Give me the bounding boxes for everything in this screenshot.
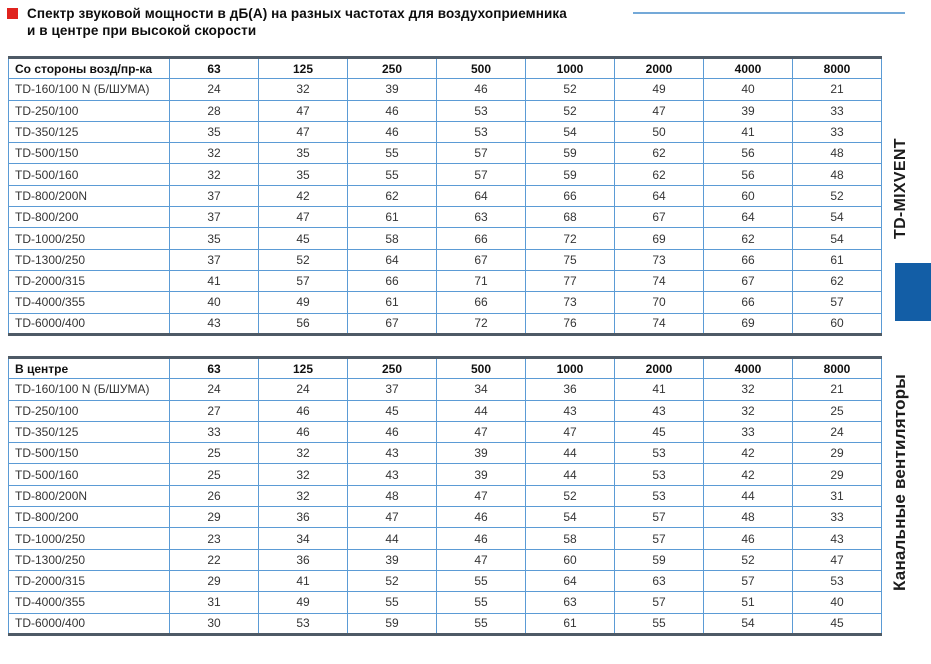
value-cell: 64 xyxy=(437,185,526,206)
frequency-column-header: 8000 xyxy=(793,58,882,79)
sidebar-category-label: Канальные вентиляторы xyxy=(890,373,909,591)
value-cell: 31 xyxy=(793,485,882,506)
frequency-column-header: 1000 xyxy=(526,358,615,379)
value-cell: 31 xyxy=(170,592,259,613)
value-cell: 71 xyxy=(437,270,526,291)
value-cell: 25 xyxy=(793,400,882,421)
value-cell: 48 xyxy=(793,164,882,185)
value-cell: 52 xyxy=(526,79,615,100)
value-cell: 43 xyxy=(615,400,704,421)
value-cell: 57 xyxy=(259,270,348,291)
value-cell: 24 xyxy=(259,379,348,400)
value-cell: 55 xyxy=(437,592,526,613)
value-cell: 29 xyxy=(793,464,882,485)
value-cell: 49 xyxy=(259,292,348,313)
value-cell: 66 xyxy=(437,292,526,313)
value-cell: 25 xyxy=(170,443,259,464)
value-cell: 33 xyxy=(793,100,882,121)
value-cell: 46 xyxy=(704,528,793,549)
value-cell: 35 xyxy=(259,143,348,164)
value-cell: 42 xyxy=(704,443,793,464)
value-cell: 44 xyxy=(526,443,615,464)
table-row xyxy=(9,185,882,206)
table-row xyxy=(9,249,882,270)
value-cell: 30 xyxy=(170,613,259,634)
value-cell: 35 xyxy=(170,228,259,249)
value-cell: 69 xyxy=(615,228,704,249)
value-cell: 43 xyxy=(348,464,437,485)
value-cell: 57 xyxy=(437,164,526,185)
value-cell: 58 xyxy=(348,228,437,249)
table-row xyxy=(9,207,882,228)
value-cell: 22 xyxy=(170,549,259,570)
value-cell: 49 xyxy=(259,592,348,613)
model-name-cell: TD-250/100 xyxy=(9,100,170,121)
table-row xyxy=(9,485,882,506)
model-name-cell: TD-800/200 xyxy=(9,507,170,528)
value-cell: 44 xyxy=(437,400,526,421)
value-cell: 54 xyxy=(526,507,615,528)
value-cell: 66 xyxy=(526,185,615,206)
table-row xyxy=(9,143,882,164)
value-cell: 64 xyxy=(615,185,704,206)
value-cell: 55 xyxy=(348,164,437,185)
table-row xyxy=(9,613,882,634)
model-name-cell: TD-800/200N xyxy=(9,185,170,206)
model-name-cell: TD-6000/400 xyxy=(9,613,170,634)
value-cell: 70 xyxy=(615,292,704,313)
value-cell: 62 xyxy=(704,228,793,249)
value-cell: 33 xyxy=(170,421,259,442)
frequency-column-header: 4000 xyxy=(704,358,793,379)
value-cell: 29 xyxy=(170,570,259,591)
value-cell: 73 xyxy=(526,292,615,313)
value-cell: 64 xyxy=(348,249,437,270)
model-name-cell: TD-1000/250 xyxy=(9,228,170,249)
frequency-column-header: 500 xyxy=(437,58,526,79)
model-name-cell: TD-350/125 xyxy=(9,421,170,442)
value-cell: 59 xyxy=(615,549,704,570)
section-bullet-icon xyxy=(7,8,18,19)
frequency-column-header: 500 xyxy=(437,358,526,379)
value-cell: 50 xyxy=(615,121,704,142)
value-cell: 46 xyxy=(437,528,526,549)
value-cell: 25 xyxy=(170,464,259,485)
frequency-column-header: 250 xyxy=(348,358,437,379)
value-cell: 42 xyxy=(259,185,348,206)
value-cell: 35 xyxy=(170,121,259,142)
value-cell: 39 xyxy=(437,443,526,464)
value-cell: 33 xyxy=(704,421,793,442)
value-cell: 32 xyxy=(704,400,793,421)
model-name-cell: TD-500/160 xyxy=(9,164,170,185)
value-cell: 74 xyxy=(615,313,704,334)
value-cell: 55 xyxy=(437,570,526,591)
sound-power-table-center xyxy=(8,356,882,636)
value-cell: 52 xyxy=(526,100,615,121)
value-cell: 37 xyxy=(170,249,259,270)
page-title-line2: и в центре при высокой скорости xyxy=(27,23,257,38)
header-row xyxy=(9,358,882,379)
model-name-cell: TD-160/100 N (Б/ШУМА) xyxy=(9,79,170,100)
section-title-block xyxy=(7,5,567,39)
value-cell: 63 xyxy=(526,592,615,613)
value-cell: 46 xyxy=(437,79,526,100)
value-cell: 67 xyxy=(437,249,526,270)
value-cell: 34 xyxy=(437,379,526,400)
value-cell: 49 xyxy=(615,79,704,100)
value-cell: 26 xyxy=(170,485,259,506)
value-cell: 67 xyxy=(615,207,704,228)
frequency-column-header: 125 xyxy=(259,58,348,79)
value-cell: 46 xyxy=(348,421,437,442)
value-cell: 39 xyxy=(437,464,526,485)
value-cell: 37 xyxy=(348,379,437,400)
table-row xyxy=(9,164,882,185)
value-cell: 67 xyxy=(348,313,437,334)
frequency-column-header: 250 xyxy=(348,58,437,79)
value-cell: 23 xyxy=(170,528,259,549)
value-cell: 29 xyxy=(793,443,882,464)
value-cell: 46 xyxy=(259,421,348,442)
model-name-cell: TD-160/100 N (Б/ШУМА) xyxy=(9,379,170,400)
value-cell: 24 xyxy=(170,79,259,100)
table-row xyxy=(9,549,882,570)
value-cell: 76 xyxy=(526,313,615,334)
value-cell: 40 xyxy=(793,592,882,613)
value-cell: 56 xyxy=(704,143,793,164)
value-cell: 72 xyxy=(526,228,615,249)
value-cell: 45 xyxy=(793,613,882,634)
table-title-cell: В центре xyxy=(9,358,170,379)
value-cell: 44 xyxy=(348,528,437,549)
value-cell: 37 xyxy=(170,185,259,206)
sound-power-table-inlet-side xyxy=(8,56,882,336)
value-cell: 32 xyxy=(259,464,348,485)
value-cell: 67 xyxy=(704,270,793,291)
model-name-cell: TD-500/150 xyxy=(9,143,170,164)
frequency-column-header: 4000 xyxy=(704,58,793,79)
value-cell: 36 xyxy=(259,507,348,528)
value-cell: 47 xyxy=(437,421,526,442)
value-cell: 60 xyxy=(526,549,615,570)
value-cell: 77 xyxy=(526,270,615,291)
value-cell: 57 xyxy=(615,507,704,528)
value-cell: 32 xyxy=(704,379,793,400)
value-cell: 74 xyxy=(615,270,704,291)
value-cell: 43 xyxy=(526,400,615,421)
model-name-cell: TD-350/125 xyxy=(9,121,170,142)
value-cell: 66 xyxy=(704,292,793,313)
value-cell: 63 xyxy=(437,207,526,228)
value-cell: 32 xyxy=(170,164,259,185)
model-name-cell: TD-1000/250 xyxy=(9,528,170,549)
value-cell: 36 xyxy=(526,379,615,400)
model-name-cell: TD-1300/250 xyxy=(9,249,170,270)
value-cell: 34 xyxy=(259,528,348,549)
header-row xyxy=(9,58,882,79)
value-cell: 44 xyxy=(704,485,793,506)
value-cell: 29 xyxy=(170,507,259,528)
value-cell: 42 xyxy=(704,464,793,485)
model-name-cell: TD-500/150 xyxy=(9,443,170,464)
value-cell: 52 xyxy=(526,485,615,506)
value-cell: 40 xyxy=(704,79,793,100)
value-cell: 32 xyxy=(259,485,348,506)
value-cell: 60 xyxy=(793,313,882,334)
value-cell: 47 xyxy=(437,549,526,570)
page-title-line1: Спектр звуковой мощности в дБ(А) на разных частотах для воздухоприемника xyxy=(27,6,567,21)
value-cell: 32 xyxy=(259,79,348,100)
value-cell: 68 xyxy=(526,207,615,228)
value-cell: 53 xyxy=(615,443,704,464)
value-cell: 63 xyxy=(615,570,704,591)
value-cell: 53 xyxy=(259,613,348,634)
value-cell: 69 xyxy=(704,313,793,334)
table-row xyxy=(9,100,882,121)
table-row xyxy=(9,121,882,142)
table-row xyxy=(9,443,882,464)
value-cell: 53 xyxy=(615,485,704,506)
model-name-cell: TD-2000/315 xyxy=(9,570,170,591)
value-cell: 75 xyxy=(526,249,615,270)
frequency-column-header: 63 xyxy=(170,358,259,379)
value-cell: 45 xyxy=(259,228,348,249)
value-cell: 57 xyxy=(793,292,882,313)
value-cell: 43 xyxy=(348,443,437,464)
value-cell: 47 xyxy=(259,100,348,121)
value-cell: 41 xyxy=(615,379,704,400)
model-name-cell: TD-500/160 xyxy=(9,464,170,485)
sidebar-series-label: TD-MIXVENT xyxy=(892,138,909,240)
value-cell: 51 xyxy=(704,592,793,613)
table-row xyxy=(9,379,882,400)
value-cell: 24 xyxy=(170,379,259,400)
model-name-cell: TD-800/200 xyxy=(9,207,170,228)
value-cell: 47 xyxy=(793,549,882,570)
value-cell: 55 xyxy=(615,613,704,634)
value-cell: 28 xyxy=(170,100,259,121)
value-cell: 66 xyxy=(437,228,526,249)
value-cell: 52 xyxy=(259,249,348,270)
value-cell: 33 xyxy=(793,121,882,142)
value-cell: 48 xyxy=(348,485,437,506)
value-cell: 53 xyxy=(615,464,704,485)
value-cell: 61 xyxy=(526,613,615,634)
value-cell: 43 xyxy=(793,528,882,549)
value-cell: 48 xyxy=(793,143,882,164)
value-cell: 57 xyxy=(437,143,526,164)
value-cell: 55 xyxy=(348,143,437,164)
value-cell: 35 xyxy=(259,164,348,185)
model-name-cell: TD-6000/400 xyxy=(9,313,170,334)
value-cell: 54 xyxy=(793,207,882,228)
value-cell: 66 xyxy=(348,270,437,291)
value-cell: 62 xyxy=(615,164,704,185)
value-cell: 59 xyxy=(526,143,615,164)
value-cell: 39 xyxy=(348,549,437,570)
table-row xyxy=(9,592,882,613)
value-cell: 32 xyxy=(170,143,259,164)
value-cell: 61 xyxy=(348,207,437,228)
title-divider-line xyxy=(633,12,905,14)
page-title xyxy=(27,5,567,39)
value-cell: 40 xyxy=(170,292,259,313)
table-row xyxy=(9,400,882,421)
value-cell: 54 xyxy=(704,613,793,634)
table-row xyxy=(9,292,882,313)
value-cell: 57 xyxy=(615,528,704,549)
value-cell: 58 xyxy=(526,528,615,549)
value-cell: 60 xyxy=(704,185,793,206)
value-cell: 46 xyxy=(348,121,437,142)
value-cell: 39 xyxy=(704,100,793,121)
value-cell: 52 xyxy=(704,549,793,570)
value-cell: 44 xyxy=(526,464,615,485)
value-cell: 33 xyxy=(793,507,882,528)
value-cell: 47 xyxy=(615,100,704,121)
value-cell: 47 xyxy=(437,485,526,506)
frequency-column-header: 8000 xyxy=(793,358,882,379)
value-cell: 37 xyxy=(170,207,259,228)
value-cell: 41 xyxy=(170,270,259,291)
value-cell: 62 xyxy=(793,270,882,291)
value-cell: 46 xyxy=(348,100,437,121)
frequency-column-header: 1000 xyxy=(526,58,615,79)
table-row xyxy=(9,507,882,528)
value-cell: 66 xyxy=(704,249,793,270)
value-cell: 59 xyxy=(526,164,615,185)
value-cell: 41 xyxy=(704,121,793,142)
value-cell: 55 xyxy=(437,613,526,634)
value-cell: 46 xyxy=(437,507,526,528)
model-name-cell: TD-1300/250 xyxy=(9,549,170,570)
value-cell: 32 xyxy=(259,443,348,464)
value-cell: 55 xyxy=(348,592,437,613)
frequency-column-header: 2000 xyxy=(615,58,704,79)
table-row xyxy=(9,270,882,291)
value-cell: 54 xyxy=(526,121,615,142)
model-name-cell: TD-800/200N xyxy=(9,485,170,506)
value-cell: 36 xyxy=(259,549,348,570)
table-row xyxy=(9,313,882,334)
value-cell: 53 xyxy=(793,570,882,591)
value-cell: 72 xyxy=(437,313,526,334)
table-row xyxy=(9,421,882,442)
value-cell: 24 xyxy=(793,421,882,442)
value-cell: 57 xyxy=(704,570,793,591)
table-row xyxy=(9,79,882,100)
value-cell: 61 xyxy=(348,292,437,313)
value-cell: 45 xyxy=(615,421,704,442)
model-name-cell: TD-4000/355 xyxy=(9,592,170,613)
value-cell: 61 xyxy=(793,249,882,270)
model-name-cell: TD-250/100 xyxy=(9,400,170,421)
value-cell: 52 xyxy=(348,570,437,591)
value-cell: 21 xyxy=(793,379,882,400)
value-cell: 56 xyxy=(704,164,793,185)
sidebar-accent-square xyxy=(895,263,931,321)
value-cell: 48 xyxy=(704,507,793,528)
value-cell: 54 xyxy=(793,228,882,249)
value-cell: 52 xyxy=(793,185,882,206)
value-cell: 73 xyxy=(615,249,704,270)
value-cell: 62 xyxy=(615,143,704,164)
value-cell: 64 xyxy=(526,570,615,591)
value-cell: 21 xyxy=(793,79,882,100)
value-cell: 46 xyxy=(259,400,348,421)
value-cell: 47 xyxy=(259,207,348,228)
value-cell: 43 xyxy=(170,313,259,334)
model-name-cell: TD-4000/355 xyxy=(9,292,170,313)
value-cell: 64 xyxy=(704,207,793,228)
frequency-column-header: 125 xyxy=(259,358,348,379)
value-cell: 47 xyxy=(348,507,437,528)
table-row xyxy=(9,228,882,249)
value-cell: 41 xyxy=(259,570,348,591)
value-cell: 53 xyxy=(437,100,526,121)
value-cell: 59 xyxy=(348,613,437,634)
value-cell: 39 xyxy=(348,79,437,100)
value-cell: 47 xyxy=(526,421,615,442)
table-title-cell: Со стороны возд/пр-ка xyxy=(9,58,170,79)
value-cell: 27 xyxy=(170,400,259,421)
value-cell: 53 xyxy=(437,121,526,142)
value-cell: 47 xyxy=(259,121,348,142)
value-cell: 56 xyxy=(259,313,348,334)
model-name-cell: TD-2000/315 xyxy=(9,270,170,291)
table-row xyxy=(9,528,882,549)
table-row xyxy=(9,570,882,591)
frequency-column-header: 63 xyxy=(170,58,259,79)
table-row xyxy=(9,464,882,485)
value-cell: 57 xyxy=(615,592,704,613)
frequency-column-header: 2000 xyxy=(615,358,704,379)
value-cell: 45 xyxy=(348,400,437,421)
value-cell: 62 xyxy=(348,185,437,206)
